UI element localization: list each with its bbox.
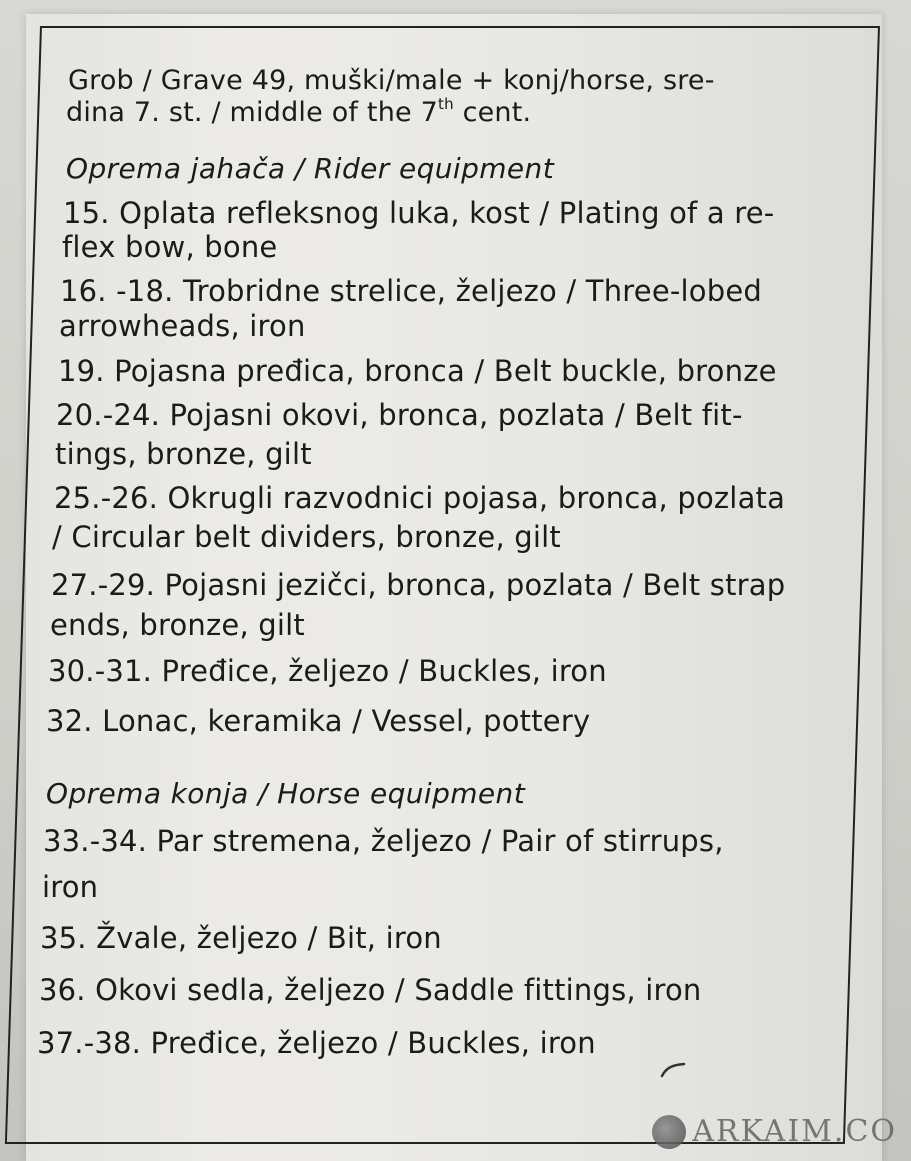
list-item: 16. -18. Trobridne strelice, željezo / Three-lobed: [60, 274, 762, 308]
list-item: 20.-24. Pojasni okovi, bronca, pozlata / Belt fit-: [56, 398, 743, 432]
list-item: iron: [42, 870, 99, 904]
watermark: [652, 1114, 897, 1149]
list-item: 19. Pojasna pređica, bronca / Belt buckle, bronze: [58, 354, 777, 388]
horse-equipment-heading: Oprema konja / Horse equipment: [46, 777, 526, 810]
list-item: tings, bronze, gilt: [55, 437, 312, 471]
grave-title-superscript: th: [437, 95, 454, 113]
list-item: 27.-29. Pojasni jezičci, bronca, pozlata / Belt strap: [51, 568, 786, 602]
pen-mark: [660, 1062, 686, 1078]
list-item: 30.-31. Pređice, željezo / Buckles, iron: [48, 654, 607, 688]
list-item: / Circular belt dividers, bronze, gilt: [52, 520, 561, 554]
list-item: ends, bronze, gilt: [50, 608, 305, 642]
list-item: 32. Lonac, keramika / Vessel, pottery: [46, 704, 591, 738]
grave-title-date: dina 7. st. / middle of the 7: [66, 97, 438, 128]
watermark-logo-icon: [652, 1115, 686, 1149]
list-item: 25.-26. Okrugli razvodnici pojasa, bronca, pozlata: [54, 481, 786, 515]
rider-equipment-heading: Oprema jahača / Rider equipment: [66, 152, 555, 185]
list-item: 15. Oplata refleksnog luka, kost / Plating of a re-: [63, 196, 775, 230]
grave-title-cent: cent.: [453, 97, 532, 128]
grave-title-line-2: [66, 96, 531, 130]
list-item: flex bow, bone: [62, 230, 278, 264]
watermark-text: ARKAIM.CO: [692, 1114, 897, 1149]
list-item: 37.-38. Pređice, željezo / Buckles, iron: [37, 1026, 596, 1060]
grave-title-line-1: Grob / Grave 49, muški/male + konj/horse, sre-: [68, 65, 715, 96]
list-item: 36. Okovi sedla, željezo / Saddle fittings, iron: [39, 973, 702, 1007]
list-item: arrowheads, iron: [59, 309, 306, 343]
list-item: 35. Žvale, željezo / Bit, iron: [40, 921, 442, 955]
list-item: 33.-34. Par stremena, željezo / Pair of stirrups,: [43, 824, 724, 858]
